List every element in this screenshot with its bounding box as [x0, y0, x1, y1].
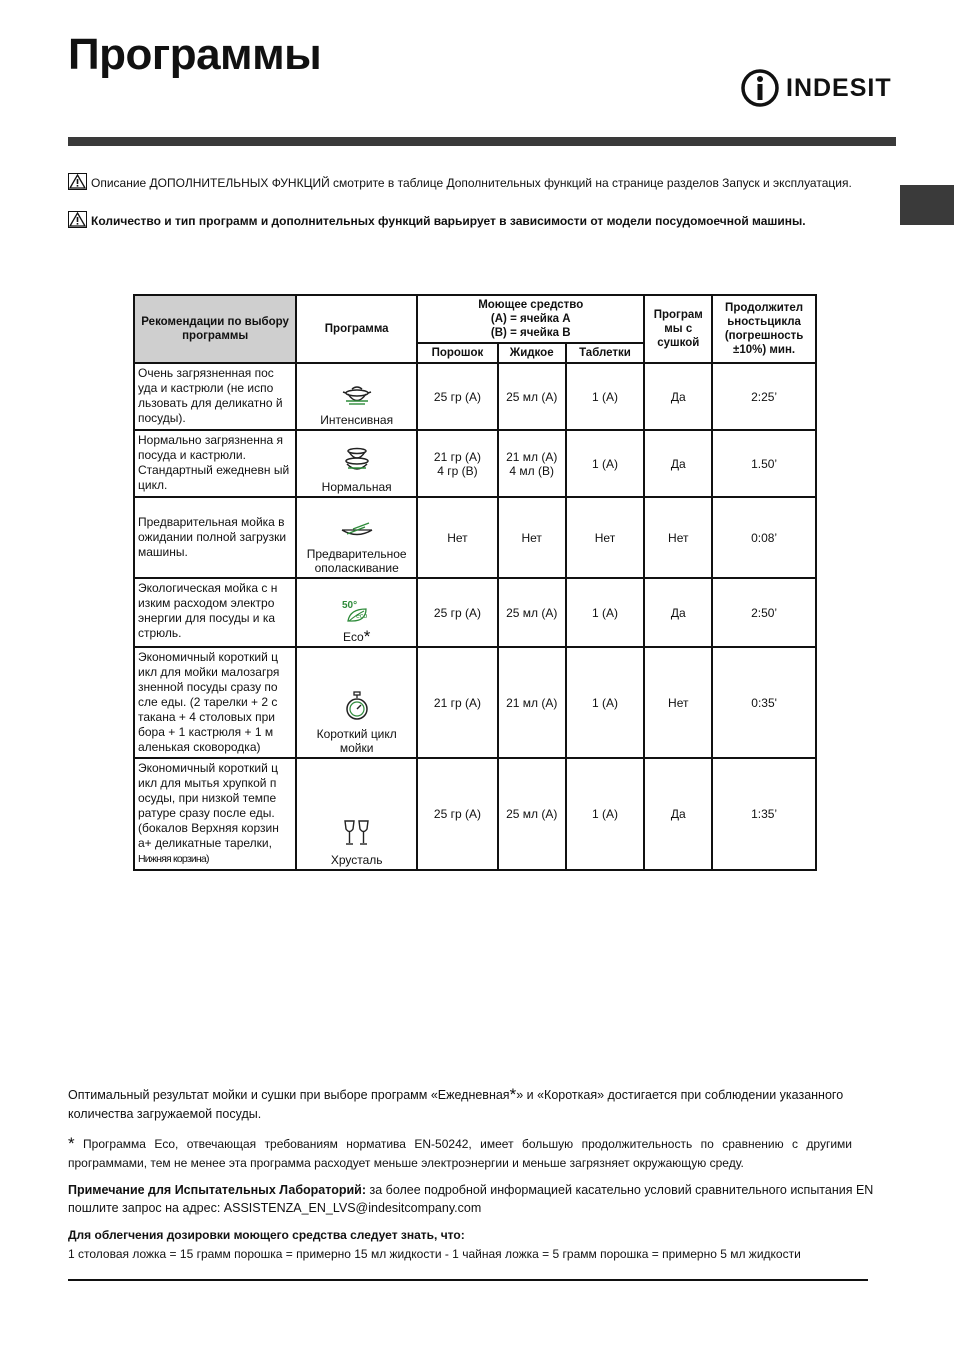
powder-value: 21 гр (A)	[417, 647, 498, 758]
row-description: Экологическая мойка с н изким расходом электро энергии для посуды и ка стрюль.	[134, 578, 296, 647]
note-functions	[68, 173, 854, 192]
table-row	[134, 363, 816, 430]
warning-icon	[68, 173, 87, 190]
tablets-value: Нет	[566, 497, 645, 578]
footer-rule	[68, 1279, 868, 1281]
liquid-value: 25 мл (A)	[498, 363, 566, 430]
program-name: Короткий цикл мойки	[316, 727, 397, 755]
powder-value: 25 гр (A)	[417, 758, 498, 870]
liquid-value: 21 мл (A)	[498, 647, 566, 758]
eco-temp-label: 50°	[341, 600, 357, 611]
program-cell	[296, 578, 417, 647]
header-rule	[68, 137, 896, 146]
normal-pot-icon	[342, 444, 372, 474]
duration-value: 2:50’	[712, 578, 816, 647]
drying-value: Да	[644, 363, 712, 430]
note-functions-text: Описание ДОПОЛНИТЕЛЬНЫХ ФУНКЦИЙ смотрите в таблице Дополнительных функций на странице разделов Запуск и эксплуатация.	[91, 176, 852, 190]
wine-glasses-icon	[342, 819, 372, 847]
tablets-value: 1 (A)	[566, 758, 645, 870]
language-tab	[900, 185, 954, 225]
program-name: Eco	[343, 630, 364, 644]
header-recommendation: Рекомендации по выбору программы	[134, 295, 296, 363]
header-duration: Продолжител ьностьцикла (погрешность ±10%) мин.	[712, 295, 816, 363]
duration-value: 2:25’	[712, 363, 816, 430]
header-detergent	[417, 295, 644, 343]
program-name: Предварительное ополаскивание	[306, 547, 407, 575]
powder-value-line: 4 гр (B)	[437, 463, 478, 478]
dosage-note	[68, 1226, 892, 1264]
page-title: Программы	[68, 30, 322, 79]
header-detergent-line1: Моющее средство	[478, 299, 584, 311]
liquid-value: 25 мл (A)	[498, 578, 566, 647]
tablets-value: 1 (A)	[566, 647, 645, 758]
eco-leaf-icon	[340, 598, 374, 624]
drying-value: Да	[644, 578, 712, 647]
dosage-note-heading: Для облегчения дозировки моющего средства следует знать, что:	[68, 1228, 465, 1242]
tablets-value: 1 (A)	[566, 430, 645, 497]
program-cell	[296, 647, 417, 758]
duration-value: 0:35'	[712, 647, 816, 758]
note-variation	[68, 211, 854, 230]
note-variation-text: Количество и тип программ и дополнительных функций варьирует в зависимости от модели посудомоечной машины.	[91, 214, 806, 228]
row-description-tail: Нижняя корзина)	[138, 853, 209, 865]
indesit-i-icon	[740, 68, 780, 108]
header-powder: Порошок	[417, 343, 498, 363]
footnote-star: *	[363, 627, 371, 646]
program-name: Интенсивная	[320, 413, 394, 427]
tablets-value: 1 (A)	[566, 578, 645, 647]
table-row	[134, 758, 816, 870]
powder-value: 25 гр (A)	[417, 578, 498, 647]
table-row	[134, 578, 816, 647]
header-program: Программа	[296, 295, 417, 363]
header-drying: Програм мы с сушкой	[644, 295, 712, 363]
row-description: Нормально загрязненна я посуда и кастрюли. Стандартный ежедневн ый цикл.	[134, 430, 296, 497]
duration-value: 1.50’	[712, 430, 816, 497]
footnote-star: *	[68, 1134, 75, 1153]
powder-value	[417, 430, 498, 497]
intensive-pot-icon	[340, 381, 374, 407]
header-detergent-line3: (B) = ячейка B	[490, 327, 571, 339]
eco-footnote	[68, 1134, 852, 1173]
table-row	[134, 647, 816, 758]
duration-value: 0:08’	[712, 497, 816, 578]
row-description	[134, 758, 296, 870]
lab-note	[68, 1181, 892, 1217]
liquid-value: Нет	[498, 497, 566, 578]
brand-name: INDESIT	[786, 73, 892, 102]
drying-value: Да	[644, 758, 712, 870]
row-description: Экономичный короткий ц икл для мойки малозагря зненной посуды сразу по сле еды. (2 тарелки + 2 с такана + 4 столовых при бора + 1 кастрюля + 1 м аленькая сковородка)	[134, 647, 296, 758]
program-cell	[296, 758, 417, 870]
drying-value: Да	[644, 430, 712, 497]
powder-value: 25 гр (A)	[417, 363, 498, 430]
duration-value: 1:35’	[712, 758, 816, 870]
eco-word-label: eco	[355, 613, 367, 620]
optimal-result-note	[68, 1085, 892, 1124]
prewash-plate-icon	[339, 521, 375, 541]
program-name: Хрусталь	[330, 853, 383, 867]
dosage-note-text: 1 столовая ложка = 15 грамм порошка = примерно 15 мл жидкости - 1 чайная ложка = 5 грамм порошка = примерно 5 мл жидкости	[68, 1247, 801, 1261]
stopwatch-icon	[344, 691, 370, 721]
powder-value: Нет	[417, 497, 498, 578]
program-name: Нормальная	[321, 480, 392, 494]
row-description-text: Экономичный короткий ц икл для мытья хрупкой п осуды, при низкой темпе ратуре сразу после еды. (бокалов Верхняя корзин а+ деликатные тарелки,	[138, 761, 279, 850]
table-row	[134, 497, 816, 578]
drying-value: Нет	[644, 497, 712, 578]
powder-value-line: 21 гр (A)	[433, 449, 481, 464]
programs-table	[133, 294, 817, 871]
footnote-star: *	[509, 1085, 517, 1104]
program-cell	[296, 430, 417, 497]
row-description: Предварительная мойка в ожидании полной загрузки машины.	[134, 497, 296, 578]
header-liquid: Жидкое	[498, 343, 566, 363]
program-cell	[296, 497, 417, 578]
drying-value: Нет	[644, 647, 712, 758]
lab-note-heading: Примечание для Испытательных Лабораторий:	[68, 1183, 367, 1197]
liquid-value: 25 мл (A)	[498, 758, 566, 870]
lab-note-text: за более подробной информацией касательно условий сравнительного испытания EN пошлите запрос на адрес: ASSISTENZA_EN_LVS@indesitcompany.com	[68, 1183, 874, 1215]
program-cell	[296, 363, 417, 430]
tablets-value: 1 (A)	[566, 363, 645, 430]
optimal-result-text-2: » и «Короткая» достигается при соблюдении указанного количества загружаемой посуды.	[68, 1088, 844, 1121]
liquid-value-line: 21 мл (A)	[506, 449, 558, 464]
liquid-value	[498, 430, 566, 497]
warning-icon	[68, 211, 87, 228]
liquid-value-line: 4 мл (B)	[509, 463, 554, 478]
optimal-result-text-1: Оптимальный результат мойки и сушки при выборе программ «Ежедневная	[68, 1088, 510, 1102]
table-row	[134, 430, 816, 497]
eco-footnote-text: Программа Eco, отвечающая требованиям норматива EN-50242, имеет большую продолжительность по сравнению с другими программами, тем не менее эта программа расходует меньше электроэнергии и меньше загрязняет окружающую среду.	[68, 1137, 852, 1170]
header-detergent-line2: (A) = ячейка A	[490, 313, 571, 325]
brand-logo	[740, 68, 892, 108]
row-description: Очень загрязненная пос уда и кастрюли (не испо льзовать для деликатно й посуды).	[134, 363, 296, 430]
header-tablets: Таблетки	[566, 343, 645, 363]
